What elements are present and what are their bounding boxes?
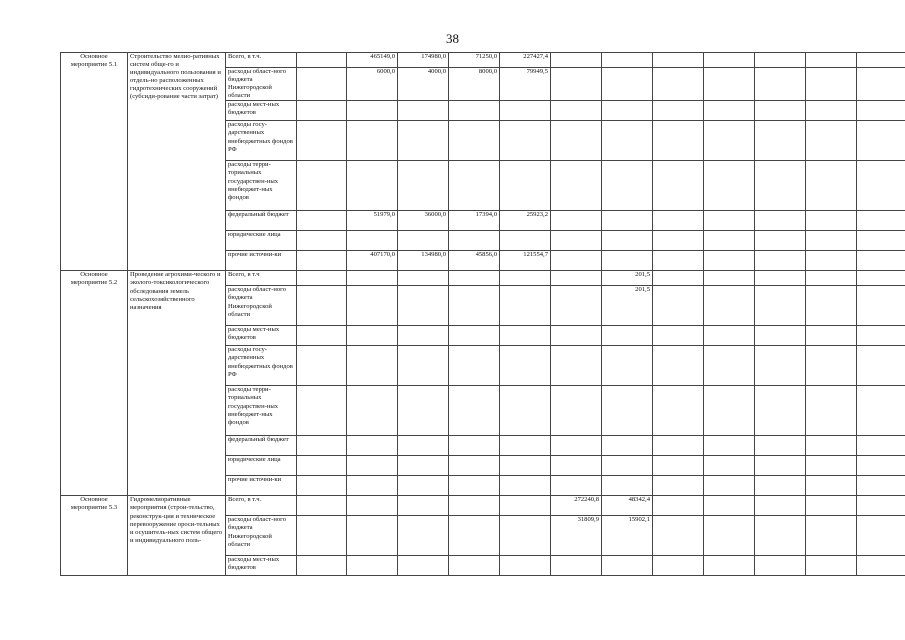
table-row [61,496,905,516]
value-cell [653,68,704,101]
value-cell [653,251,704,271]
value-cell [806,271,857,286]
value-cell [602,161,653,211]
value-cell [297,286,347,326]
value-cell [398,436,449,456]
value-cell [755,476,806,496]
value-cell [347,271,398,286]
measure-description-cell: Гидромелиоративные мероприятия (строи-тельство, реконструк-ция и техническое перевооружение ороси-тельных и осушитель-ных систем общего и индивидуального поль- [128,496,226,576]
value-cell [755,251,806,271]
page-number: 38 [446,31,459,46]
value-cell [806,476,857,496]
value-cell [653,476,704,496]
value-cell [551,476,602,496]
value-cell [857,286,905,326]
value-cell [653,101,704,121]
value-cell [500,326,551,346]
value-cell [857,516,905,556]
value-cell [398,161,449,211]
value-cell [347,516,398,556]
value-cell: 6000,0 [347,68,398,101]
value-cell [551,211,602,231]
value-cell [347,231,398,251]
value-cell [449,496,500,516]
value-cell [602,436,653,456]
value-cell: 174980,0 [398,53,449,68]
value-cell [347,436,398,456]
value-cell [857,436,905,456]
value-cell [449,326,500,346]
measure-cell: Основное мероприятие 5.2 [61,271,128,496]
funding-source-cell: федеральный бюджет [226,436,297,456]
funding-source-cell: Всего, в т.ч. [226,53,297,68]
value-cell [704,476,755,496]
value-cell [297,271,347,286]
value-cell [755,271,806,286]
value-cell [755,326,806,346]
value-cell [806,456,857,476]
funding-source-cell: Всего, в т.ч [226,271,297,286]
value-cell [551,271,602,286]
value-cell: 134980,0 [398,251,449,271]
value-cell [449,516,500,556]
value-cell [551,161,602,211]
value-cell [347,386,398,436]
value-cell [398,326,449,346]
value-cell [806,231,857,251]
value-cell [704,346,755,386]
value-cell [347,456,398,476]
funding-source-cell: федеральный бюджет [226,211,297,231]
value-cell [857,101,905,121]
value-cell [297,211,347,231]
funding-source-cell: расходы област-ного бюджета Нижегородской области [226,68,297,101]
value-cell [755,211,806,231]
value-cell [704,231,755,251]
value-cell [755,286,806,326]
value-cell [653,346,704,386]
value-cell [806,286,857,326]
value-cell [653,161,704,211]
value-cell [398,346,449,386]
value-cell [755,496,806,516]
budget-table [60,52,905,576]
value-cell [500,496,551,516]
value-cell [806,436,857,456]
table-row [61,271,905,286]
value-cell [806,346,857,386]
funding-source-cell: расходы област-ного бюджета Нижегородской области [226,286,297,326]
value-cell [551,386,602,436]
value-cell [297,386,347,436]
value-cell [806,386,857,436]
value-cell [297,516,347,556]
value-cell [755,346,806,386]
table-row [61,53,905,68]
value-cell [500,271,551,286]
value-cell [704,386,755,436]
value-cell [806,251,857,271]
value-cell [449,121,500,161]
value-cell [551,231,602,251]
value-cell [704,286,755,326]
value-cell [806,211,857,231]
value-cell [755,121,806,161]
value-cell [347,496,398,516]
value-cell [297,251,347,271]
value-cell [500,516,551,556]
value-cell [602,121,653,161]
funding-source-cell: прочие источни-ки [226,476,297,496]
value-cell: 201,5 [602,286,653,326]
value-cell [449,101,500,121]
value-cell [297,496,347,516]
value-cell [398,556,449,576]
value-cell [602,386,653,436]
value-cell [398,386,449,436]
value-cell: 272240,8 [551,496,602,516]
value-cell [857,386,905,436]
value-cell [704,456,755,476]
value-cell: 25923,2 [500,211,551,231]
value-cell [704,211,755,231]
value-cell [704,68,755,101]
value-cell [297,121,347,161]
value-cell [704,496,755,516]
value-cell [347,476,398,496]
value-cell [398,101,449,121]
value-cell [398,231,449,251]
value-cell [857,556,905,576]
value-cell: 465149,0 [347,53,398,68]
value-cell: 71250,0 [449,53,500,68]
value-cell [449,231,500,251]
value-cell [704,161,755,211]
value-cell [653,286,704,326]
value-cell [704,271,755,286]
value-cell [704,326,755,346]
measure-description-cell: Строительство мелио-ративных систем обще-го и индивидуального пользования и отдель-но расположенных гидротехнических сооружений (субсиди-рование части затрат) [128,53,226,271]
funding-source-cell: расходы мест-ных бюджетов [226,101,297,121]
value-cell [602,211,653,231]
value-cell [857,251,905,271]
value-cell [653,456,704,476]
value-cell: 15902,1 [602,516,653,556]
measure-description-cell: Проведение агрохими-ческого и эколого-токсикологического обследования земель сельскохозяйственного назначения [128,271,226,496]
value-cell [297,326,347,346]
value-cell [857,476,905,496]
value-cell [551,556,602,576]
value-cell [297,231,347,251]
value-cell [653,121,704,161]
value-cell [551,53,602,68]
value-cell [806,556,857,576]
value-cell [449,476,500,496]
value-cell [602,251,653,271]
value-cell [551,326,602,346]
value-cell [297,436,347,456]
value-cell [297,556,347,576]
value-cell [449,286,500,326]
value-cell [602,346,653,386]
value-cell [551,251,602,271]
value-cell [857,231,905,251]
value-cell: 227427,4 [500,53,551,68]
value-cell [500,286,551,326]
value-cell [704,53,755,68]
value-cell [806,496,857,516]
value-cell [347,326,398,346]
value-cell [297,53,347,68]
value-cell [653,436,704,456]
value-cell [653,53,704,68]
value-cell [602,101,653,121]
value-cell: 45856,0 [449,251,500,271]
value-cell [857,121,905,161]
value-cell [347,556,398,576]
value-cell [857,211,905,231]
value-cell [398,496,449,516]
value-cell [653,211,704,231]
value-cell [297,161,347,211]
value-cell [755,556,806,576]
value-cell [500,231,551,251]
value-cell [500,121,551,161]
value-cell [806,326,857,346]
value-cell [653,516,704,556]
value-cell [551,436,602,456]
value-cell [602,326,653,346]
value-cell [857,161,905,211]
value-cell [449,161,500,211]
funding-source-cell: расходы област-ного бюджета Нижегородской области [226,516,297,556]
value-cell: 8000,0 [449,68,500,101]
value-cell [398,476,449,496]
value-cell [551,286,602,326]
value-cell [297,456,347,476]
value-cell [755,516,806,556]
value-cell [449,436,500,456]
funding-source-cell: юридические лица [226,456,297,476]
value-cell [653,231,704,251]
value-cell [806,516,857,556]
value-cell [449,386,500,436]
measure-cell: Основное мероприятие 5.1 [61,53,128,271]
value-cell [347,101,398,121]
value-cell [551,101,602,121]
value-cell [500,161,551,211]
value-cell [347,346,398,386]
value-cell: 79949,5 [500,68,551,101]
value-cell [500,556,551,576]
value-cell [857,271,905,286]
value-cell [602,231,653,251]
funding-source-cell: расходы мест-ных бюджетов [226,556,297,576]
value-cell [551,68,602,101]
value-cell [602,476,653,496]
value-cell [449,556,500,576]
value-cell [857,68,905,101]
value-cell: 48342,4 [602,496,653,516]
value-cell [857,326,905,346]
value-cell [857,456,905,476]
value-cell [449,271,500,286]
value-cell [500,101,551,121]
value-cell [755,386,806,436]
value-cell [653,386,704,436]
value-cell [551,456,602,476]
funding-source-cell: расходы госу-дарственных внебюджетных фондов РФ [226,346,297,386]
value-cell [398,286,449,326]
value-cell [500,476,551,496]
funding-source-cell: Всего, в т.ч. [226,496,297,516]
value-cell [755,101,806,121]
value-cell [704,436,755,456]
value-cell [755,231,806,251]
value-cell [398,516,449,556]
value-cell [755,456,806,476]
value-cell [398,271,449,286]
funding-source-cell: юридические лица [226,231,297,251]
funding-source-cell: расходы терри-ториальных государствен-ных внебюджет-ных фондов [226,161,297,211]
value-cell [551,346,602,386]
funding-source-cell: расходы терри-ториальных государствен-ных внебюджет-ных фондов [226,386,297,436]
value-cell [857,496,905,516]
value-cell [806,101,857,121]
value-cell [755,436,806,456]
funding-source-cell: расходы мест-ных бюджетов [226,326,297,346]
value-cell [806,53,857,68]
value-cell [653,496,704,516]
value-cell [806,68,857,101]
value-cell [398,456,449,476]
value-cell [297,101,347,121]
value-cell [704,121,755,161]
value-cell [806,161,857,211]
value-cell [551,121,602,161]
value-cell [347,121,398,161]
value-cell [704,556,755,576]
value-cell: 121554,7 [500,251,551,271]
value-cell [704,101,755,121]
value-cell [857,346,905,386]
value-cell [602,68,653,101]
value-cell: 36000,0 [398,211,449,231]
value-cell [653,556,704,576]
value-cell [449,456,500,476]
value-cell [755,161,806,211]
value-cell [653,326,704,346]
value-cell [857,53,905,68]
value-cell [500,436,551,456]
value-cell [297,68,347,101]
value-cell: 4000,0 [398,68,449,101]
value-cell: 201,5 [602,271,653,286]
value-cell [602,556,653,576]
value-cell [704,251,755,271]
value-cell [398,121,449,161]
value-cell [500,346,551,386]
value-cell [602,53,653,68]
funding-source-cell: расходы госу-дарственных внебюджетных фондов РФ [226,121,297,161]
value-cell [347,286,398,326]
value-cell [347,161,398,211]
value-cell: 17394,0 [449,211,500,231]
funding-source-cell: прочие источни-ки [226,251,297,271]
value-cell [500,386,551,436]
value-cell [297,346,347,386]
value-cell [500,456,551,476]
value-cell [704,516,755,556]
value-cell [806,121,857,161]
value-cell [297,476,347,496]
measure-cell: Основное мероприятие 5.3 [61,496,128,576]
value-cell [602,456,653,476]
value-cell: 51979,0 [347,211,398,231]
value-cell: 31809,9 [551,516,602,556]
value-cell [755,68,806,101]
value-cell [653,271,704,286]
value-cell: 407170,0 [347,251,398,271]
value-cell [449,346,500,386]
value-cell [755,53,806,68]
